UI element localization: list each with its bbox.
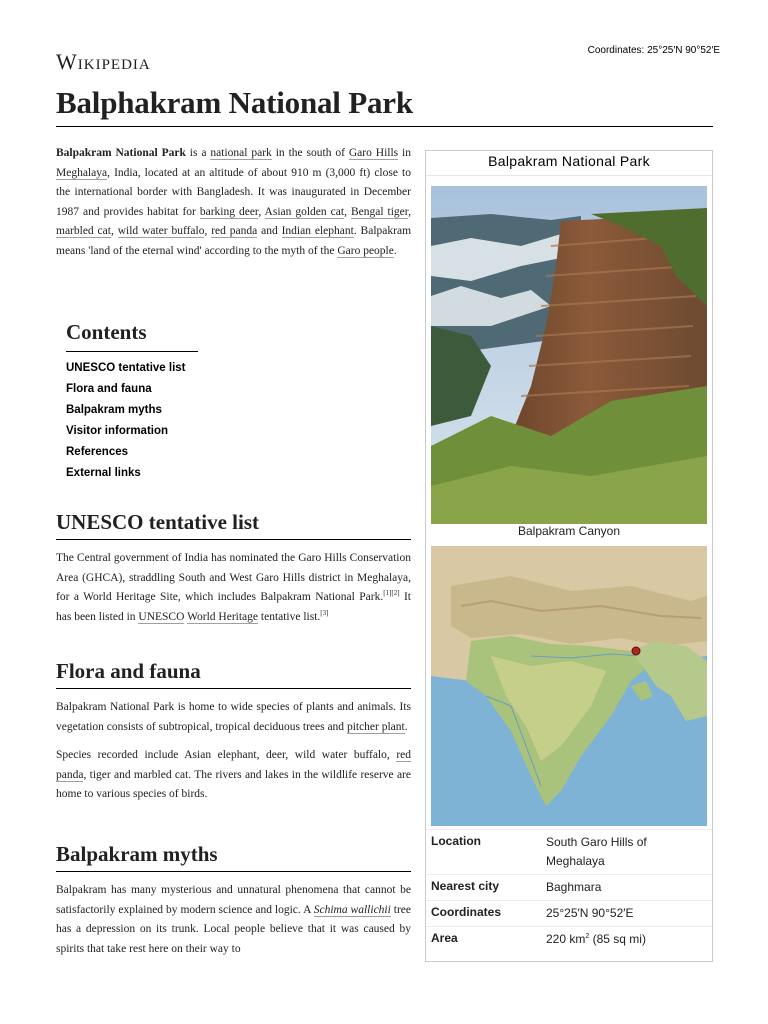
toc-title: Contents	[66, 320, 147, 344]
infobox-row-nearest-city	[426, 874, 712, 900]
page-title: Balphakram National Park	[56, 85, 413, 120]
infobox-label: Location	[431, 834, 481, 848]
toc-divider	[66, 351, 198, 352]
link-marbled-cat[interactable]: marbled cat	[56, 225, 111, 237]
unesco-paragraph: The Central government of India has nominated the Garo Hills Conservation Area (GHCA), straddling South and West Garo Hills district in Meghalaya, for a World Heritage Site, which includes Balpakram National Park.[1][2] It has been listed in UNESCO World Heritage tentative list.[3]	[56, 552, 411, 623]
intro-bold-title: Balpakram National Park	[56, 147, 186, 159]
ref-3[interactable]: [3]	[320, 608, 329, 617]
link-wild-water-buffalo[interactable]: wild water buffalo	[117, 225, 205, 237]
table-of-contents	[66, 320, 198, 484]
link-meghalaya[interactable]: Meghalaya	[56, 166, 108, 179]
ref-2[interactable]: [2]	[391, 589, 400, 598]
link-unesco[interactable]: UNESCO	[138, 610, 185, 623]
toc-item-unesco[interactable]: UNESCO tentative list	[66, 362, 186, 374]
infobox-value: Baghmara	[546, 880, 602, 894]
link-red-panda-2[interactable]: red panda	[56, 749, 411, 781]
infobox-row-area	[426, 926, 712, 952]
heading-unesco: UNESCO tentative list	[56, 510, 259, 534]
canyon-photo[interactable]	[431, 186, 707, 524]
myths-paragraph: Balpakram has many mysterious and unnatural phenomena that cannot be satisfactorily explained by modern science and logic. A Schima wallichii tree has a depression on its trunk. Local people believe that it was caused by spirits that take rest here on their way to	[56, 884, 412, 955]
toc-item-flora[interactable]: Flora and fauna	[66, 383, 152, 395]
toc-item-external-links[interactable]: External links	[66, 467, 141, 479]
infobox-table	[426, 829, 712, 952]
infobox-row-location	[426, 829, 712, 874]
infobox-title-divider	[426, 175, 712, 176]
link-asian-golden-cat[interactable]: Asian golden cat	[264, 205, 345, 218]
intro-section	[56, 144, 411, 261]
map-marker-icon	[632, 647, 640, 655]
section-myths	[56, 842, 411, 959]
infobox-value: 220 $km^2$ (85 sq mi)	[546, 932, 646, 946]
infobox-title: Balpakram National Park	[488, 153, 650, 169]
link-red-panda[interactable]: red panda	[211, 225, 258, 237]
link-pitcher-plant[interactable]: pitcher plant	[346, 720, 405, 733]
heading-divider	[56, 539, 411, 540]
link-barking-deer[interactable]: barking deer	[199, 205, 259, 218]
heading-flora: Flora and fauna	[56, 659, 201, 683]
wikipedia-logo[interactable]: Wikipedia	[56, 49, 151, 74]
link-schima-wallichii[interactable]: Schima wallichii	[313, 903, 391, 916]
title-divider	[56, 126, 713, 127]
coordinates-top: Coordinates: 25°25′N 90°52′E	[587, 45, 720, 56]
infobox	[425, 150, 713, 962]
link-indian-elephant[interactable]: Indian elephant	[281, 225, 354, 237]
heading-divider	[56, 871, 411, 872]
link-world-heritage[interactable]: World Heritage	[187, 610, 259, 623]
intro-paragraph: Balpakram National Park is a national park in the south of Garo Hills in Meghalaya, India, located at an altitude of about 910 m (3,000 ft) close to the international border with Bangladesh. It was inaugurated in December 1987 and provides habitat for barking deer, Asian golden cat, Bengal tiger, marbled cat, wild water buffalo, red panda and Indian elephant. Balpakram means 'land of the eternal wind' according to the myth of the Garo people.	[56, 147, 412, 257]
flora-paragraph-2: Species recorded include Asian elephant, deer, wild water buffalo, red panda, tiger and marbled cat. The rivers and lakes in the wildlife reserve are home to various species of birds.	[56, 749, 411, 800]
toc-item-visitor[interactable]: Visitor information	[66, 425, 169, 437]
link-national-park[interactable]: national park	[210, 147, 272, 159]
section-unesco	[56, 510, 411, 627]
toc-item-myths[interactable]: Balpakram myths	[66, 404, 162, 416]
link-garo-people[interactable]: Garo people	[337, 244, 394, 257]
heading-divider	[56, 688, 411, 689]
section-flora	[56, 659, 411, 805]
infobox-row-coordinates	[426, 900, 712, 926]
infobox-value[interactable]: 25°25′N 90°52′E	[546, 906, 634, 920]
flora-paragraph-1: Balpakram National Park is home to wide species of plants and animals. Its vegetation consists of subtropical, tropical deciduous trees and pitcher plant.	[56, 701, 411, 733]
toc-item-references[interactable]: References	[66, 446, 129, 458]
infobox-label: Coordinates	[431, 905, 502, 919]
infobox-label: Area	[431, 931, 458, 945]
location-map[interactable]	[431, 546, 707, 826]
infobox-label: Nearest city	[431, 879, 500, 893]
link-garo-hills[interactable]: Garo Hills	[348, 147, 399, 159]
heading-myths: Balpakram myths	[56, 842, 218, 866]
infobox-value: South Garo Hills of Meghalaya	[546, 835, 647, 868]
ref-1[interactable]: [1]	[383, 589, 392, 598]
link-bengal-tiger[interactable]: Bengal tiger	[350, 205, 409, 218]
photo-caption: Balpakram Canyon	[517, 524, 621, 538]
